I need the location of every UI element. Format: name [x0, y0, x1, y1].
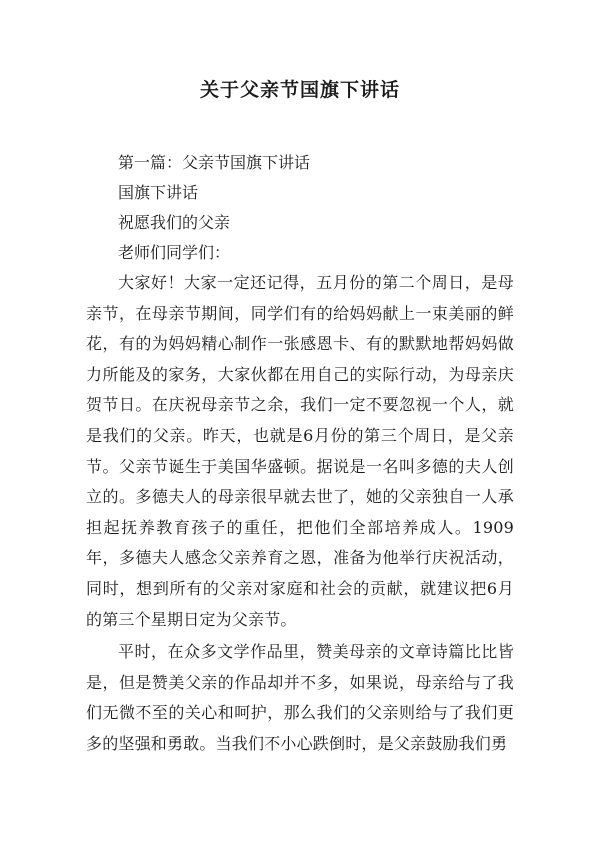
salutation-line: 老师们同学们：	[118, 243, 231, 262]
speech-type-line: 国旗下讲话	[118, 183, 199, 202]
body-paragraph-1: 大家好！大家一定还记得，五月份的第二个周日，是母亲节，在母亲节期间，同学们有的给妈妈献上一束美丽的鲜花，有的为妈妈精心制作一张感恩卡、有的默默地帮妈妈做力所能及的家务，大家伙都在用自己的实际行动，为母亲庆贺节日。在庆祝母亲节之余，我们一定不要忽视一个人，就是我们的父亲。昨天，也就是6月份的第三个周日，是父亲节。父亲节诞生于美国华盛顿。据说是一名叫多德的夫人创立的。多德夫人的母亲很早就去世了，她的父亲独自一人承担起抚养教育孩子的重任，把他们全部培养成人。1909年，多德夫人感念父亲养育之恩，准备为他举行庆祝活动，同时，想到所有的父亲对家庭和社会的贡献，就建议把6月的第三个星期日定为父亲节。	[86, 273, 514, 629]
body-paragraph-2: 平时，在众多文学作品里，赞美母亲的文章诗篇比比皆是，但是赞美父亲的作品却并不多，如果说，母亲给与了我们无微不至的关心和呵护，那么我们的父亲则给与了我们更多的坚强和勇敢。当我们不小心跌倒时，是父亲鼓励我们勇	[86, 642, 514, 753]
document-title: 关于父亲节国旗下讲话	[199, 79, 400, 101]
speech-subtitle-line: 祝愿我们的父亲	[118, 213, 231, 232]
section-heading: 第一篇：父亲节国旗下讲话	[118, 153, 311, 172]
